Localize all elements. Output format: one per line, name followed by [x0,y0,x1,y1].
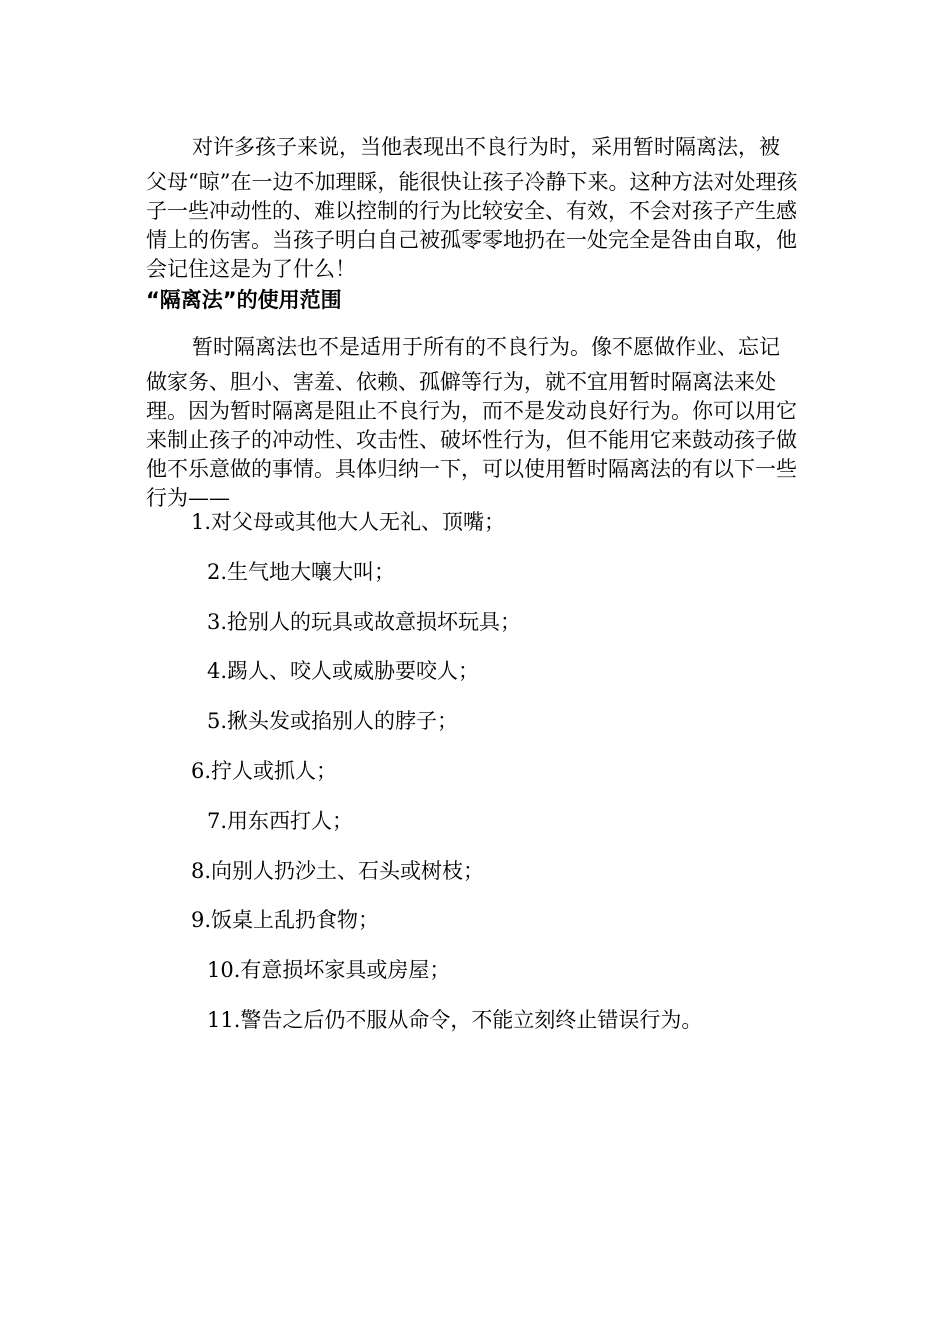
scope-paragraph [146,333,806,513]
intro-paragraph-body: 父母“晾”在一边不加理睬，能很快让孩子冷静下来。这种方法对处理孩子一些冲动性的、难以控制的行为比较安全、有效，不会对孩子产生感情上的伤害。当孩子明白自己被孤零零地扔在一处完全是咎由自取，他会记住这是为了什么！ [146,170,798,281]
list-item: 9.饭桌上乱扔食物； [191,908,380,932]
intro-paragraph [146,133,806,284]
list-item: 3.抢别人的玩具或故意损坏玩具； [207,610,522,634]
list-item: 2.生气地大嚷大叫； [207,560,396,584]
list-item: 4.踢人、咬人或威胁要咬人； [207,659,480,683]
list-item: 10.有意损坏家具或房屋； [207,958,451,982]
intro-paragraph-first-line: 对许多孩子来说，当他表现出不良行为时，采用暂时隔离法，被 [192,135,780,159]
list-item: 6.拧人或抓人； [191,759,338,783]
list-item: 8.向别人扔沙土、石头或树枝； [191,859,485,883]
section-heading: “隔离法”的使用范围 [146,288,342,312]
list-item: 11.警告之后仍不服从命令，不能立刻终止错误行为。 [207,1008,703,1032]
scope-paragraph-body: 做家务、胆小、害羞、依赖、孤僻等行为，就不宜用暂时隔离法来处理。因为暂时隔离是阻止不良行为，而不是发动良好行为。你可以用它来制止孩子的冲动性、攻击性、破坏性行为，但不能用它来鼓动孩子做他不乐意做的事情。具体归纳一下，可以使用暂时隔离法的有以下一些行为—— [146,370,797,510]
list-item: 5.揪头发或掐别人的脖子； [207,709,459,733]
scope-paragraph-first-line: 暂时隔离法也不是适用于所有的不良行为。像不愿做作业、忘记 [192,335,780,359]
list-item: 7.用东西打人； [207,809,354,833]
list-item: 1.对父母或其他大人无礼、顶嘴； [191,510,506,534]
